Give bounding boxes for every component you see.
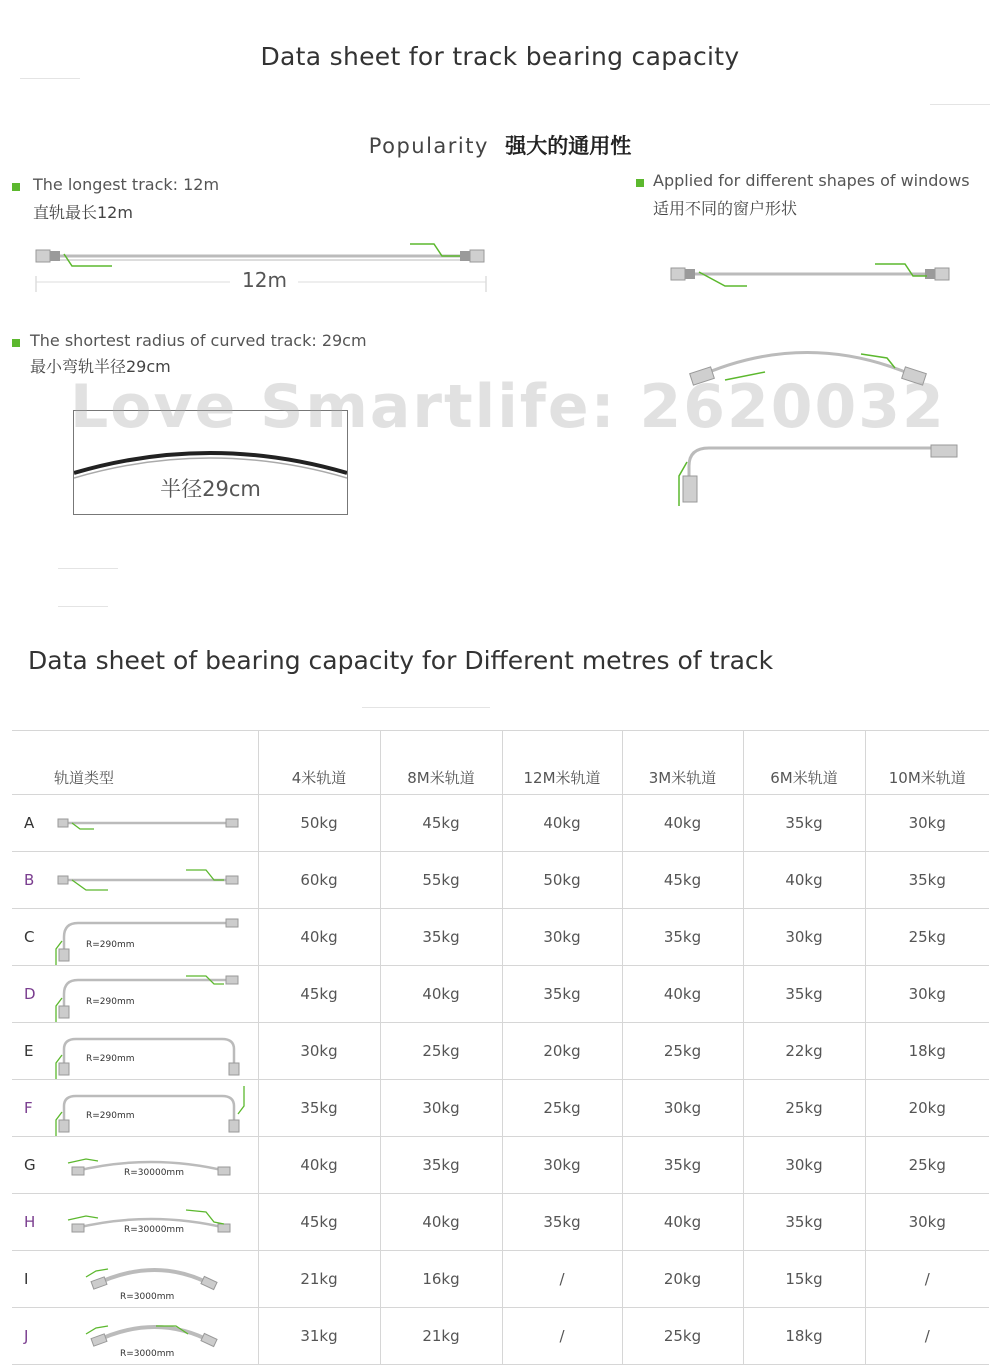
capacity-value: 35kg: [258, 1080, 380, 1137]
capacity-value: 35kg: [743, 1194, 865, 1251]
track-shape-icon: [46, 1312, 251, 1364]
track-shape-icon: [46, 1084, 251, 1136]
capacity-value: /: [502, 1308, 622, 1365]
subtitle-en: Popularity: [368, 134, 489, 158]
table-row: [12, 1251, 989, 1308]
track-shape-icon: [46, 1255, 251, 1307]
divider: [20, 78, 80, 79]
capacity-value: 35kg: [502, 1194, 622, 1251]
track-type-letter: C: [24, 928, 35, 946]
track-shape-icon: [46, 856, 251, 908]
track-type-cell: [12, 1080, 258, 1137]
track-type-cell: [12, 1251, 258, 1308]
track-shape-icon: [46, 913, 251, 965]
capacity-table: [12, 730, 989, 1365]
capacity-value: 30kg: [502, 909, 622, 966]
bullet-icon: [12, 339, 20, 347]
capacity-value: 25kg: [865, 1137, 989, 1194]
dimension-label: 12m: [242, 268, 287, 292]
table-row: [12, 1137, 989, 1194]
capacity-value: 25kg: [865, 909, 989, 966]
track-radius-label: R=290mm: [86, 1111, 135, 1121]
capacity-value: 30kg: [502, 1137, 622, 1194]
capacity-value: 31kg: [258, 1308, 380, 1365]
capacity-value: /: [502, 1251, 622, 1308]
capacity-value: 20kg: [865, 1080, 989, 1137]
watermark: Love Smartlife: 2620032: [70, 372, 946, 442]
track-shape-icon: [46, 1198, 251, 1250]
table-row: [12, 1023, 989, 1080]
track-shape-icon: [46, 799, 251, 851]
track-radius-label: R=3000mm: [120, 1292, 175, 1302]
track-type-cell: [12, 1308, 258, 1365]
track-radius-label: R=290mm: [86, 940, 135, 950]
capacity-value: 15kg: [743, 1251, 865, 1308]
feature-shapes-cn: 适用不同的窗户形状: [653, 199, 798, 218]
table-row: [12, 852, 989, 909]
capacity-value: 30kg: [743, 1137, 865, 1194]
radius-label: 半径29cm: [160, 477, 261, 501]
capacity-value: 45kg: [258, 966, 380, 1023]
capacity-value: 55kg: [380, 852, 502, 909]
divider: [930, 104, 990, 105]
table-body: [12, 795, 989, 1365]
capacity-value: 30kg: [258, 1023, 380, 1080]
track-type-cell: [12, 1137, 258, 1194]
column-header: 3M米轨道: [622, 731, 743, 795]
column-header: 10M米轨道: [865, 731, 989, 795]
capacity-value: 25kg: [622, 1308, 743, 1365]
table-row: [12, 966, 989, 1023]
page-title: Data sheet for track bearing capacity: [260, 42, 740, 71]
capacity-value: 40kg: [380, 1194, 502, 1251]
bullet-icon: [636, 179, 644, 187]
track-radius-label: R=30000mm: [124, 1225, 184, 1235]
capacity-value: 22kg: [743, 1023, 865, 1080]
capacity-value: 21kg: [380, 1308, 502, 1365]
capacity-value: 45kg: [380, 795, 502, 852]
column-header: 8M米轨道: [380, 731, 502, 795]
capacity-value: 20kg: [502, 1023, 622, 1080]
capacity-value: 40kg: [743, 852, 865, 909]
capacity-value: 30kg: [865, 1194, 989, 1251]
track-type-letter: I: [24, 1270, 29, 1288]
capacity-value: 16kg: [380, 1251, 502, 1308]
capacity-value: 35kg: [622, 909, 743, 966]
capacity-value: /: [865, 1251, 989, 1308]
capacity-value: 40kg: [380, 966, 502, 1023]
track-type-letter: H: [24, 1213, 36, 1231]
capacity-value: 50kg: [502, 852, 622, 909]
capacity-value: 40kg: [622, 1194, 743, 1251]
capacity-value: 35kg: [865, 852, 989, 909]
track-type-letter: A: [24, 814, 35, 832]
capacity-value: 25kg: [380, 1023, 502, 1080]
track-shape-icon: [46, 1141, 251, 1193]
capacity-value: 35kg: [743, 795, 865, 852]
table-row: [12, 795, 989, 852]
table-row: [12, 1194, 989, 1251]
capacity-value: 40kg: [622, 966, 743, 1023]
track-type-cell: [12, 1194, 258, 1251]
capacity-value: 20kg: [622, 1251, 743, 1308]
table-header-row: [12, 731, 989, 795]
track-type-letter: B: [24, 871, 35, 889]
track-shape-icon: [46, 1027, 251, 1079]
track-type-cell: [12, 966, 258, 1023]
track-type-letter: D: [24, 985, 36, 1003]
table-row: [12, 1080, 989, 1137]
section-subtitle: [0, 130, 1000, 160]
capacity-value: /: [865, 1308, 989, 1365]
track-type-cell: [12, 1023, 258, 1080]
track-type-cell: [12, 795, 258, 852]
track-type-letter: J: [24, 1327, 29, 1345]
divider: [362, 707, 490, 708]
capacity-value: 30kg: [865, 966, 989, 1023]
capacity-value: 25kg: [622, 1023, 743, 1080]
track-type-letter: G: [24, 1156, 36, 1174]
track-type-cell: [12, 852, 258, 909]
capacity-value: 25kg: [502, 1080, 622, 1137]
feature-radius-cn: 最小弯轨半径29cm: [30, 357, 171, 376]
capacity-value: 35kg: [622, 1137, 743, 1194]
capacity-value: 30kg: [380, 1080, 502, 1137]
capacity-value: 18kg: [865, 1023, 989, 1080]
feature-radius-en: The shortest radius of curved track: 29cm: [30, 331, 367, 350]
feature-longest-cn: 直轨最长12m: [33, 203, 133, 222]
track-type-cell: [12, 909, 258, 966]
capacity-value: 25kg: [743, 1080, 865, 1137]
column-header: 6M米轨道: [743, 731, 865, 795]
capacity-value: 40kg: [502, 795, 622, 852]
track-shape-icon: [46, 970, 251, 1022]
capacity-value: 30kg: [865, 795, 989, 852]
capacity-value: 50kg: [258, 795, 380, 852]
track-radius-label: R=3000mm: [120, 1349, 175, 1359]
capacity-value: 40kg: [622, 795, 743, 852]
track-radius-label: R=290mm: [86, 997, 135, 1007]
capacity-value: 35kg: [743, 966, 865, 1023]
table-row: [12, 1308, 989, 1365]
divider: [58, 568, 118, 569]
capacity-value: 60kg: [258, 852, 380, 909]
column-header: 4米轨道: [258, 731, 380, 795]
capacity-value: 45kg: [622, 852, 743, 909]
capacity-value: 35kg: [380, 1137, 502, 1194]
track-type-letter: E: [24, 1042, 34, 1060]
column-header: 轨道类型: [12, 731, 258, 795]
capacity-value: 40kg: [258, 909, 380, 966]
capacity-value: 21kg: [258, 1251, 380, 1308]
capacity-value: 35kg: [380, 909, 502, 966]
feature-shapes-en: Applied for different shapes of windows: [653, 171, 970, 190]
subtitle-cn: 强大的通用性: [505, 134, 632, 158]
track-radius-label: R=290mm: [86, 1054, 135, 1064]
track-type-letter: F: [24, 1099, 33, 1117]
capacity-value: 30kg: [743, 909, 865, 966]
table-title: Data sheet of bearing capacity for Different metres of track: [28, 646, 774, 675]
capacity-value: 18kg: [743, 1308, 865, 1365]
column-header: 12M米轨道: [502, 731, 622, 795]
bullet-icon: [12, 183, 20, 191]
capacity-value: 45kg: [258, 1194, 380, 1251]
track-radius-label: R=30000mm: [124, 1168, 184, 1178]
capacity-value: 35kg: [502, 966, 622, 1023]
feature-longest-en: The longest track: 12m: [33, 175, 220, 194]
table-row: [12, 909, 989, 966]
divider: [58, 606, 108, 607]
capacity-value: 30kg: [622, 1080, 743, 1137]
capacity-value: 40kg: [258, 1137, 380, 1194]
